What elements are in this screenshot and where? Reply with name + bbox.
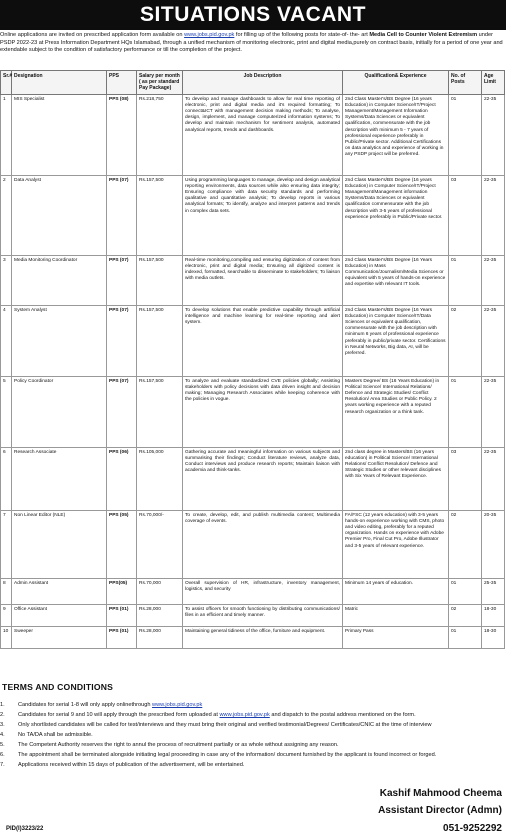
row-sr: 10 bbox=[1, 626, 12, 648]
row-job-description: To create, develop, edit, and publish multimedia content; Multimedia coverage of events. bbox=[183, 510, 343, 578]
table-row bbox=[1, 447, 505, 510]
row-job-description: To develop and manage dashboards to allow for real time reporting of electronic, print and digital media and it's required formatting; To connect&ICT with management decision making methods; To analyse, design, implement, and manage computerized information systems; To develop and maintain mechanism for sentiment analysis, automated analytical reports, trends and dashboards. bbox=[183, 94, 343, 175]
terms-item-number: 6. bbox=[0, 752, 5, 758]
intro-paragraph bbox=[0, 31, 506, 61]
vacancies-table bbox=[0, 70, 505, 649]
row-age: 22-35 bbox=[482, 94, 505, 175]
row-designation: Admin Assistant bbox=[12, 578, 107, 604]
row-job-description: Using programming languages to manage, develop and design analytical reporting environments, data sources while also ensuring data integrity; Ensuring compliance with data security standards and performing qualitative and quantitative analysis; To develop reports in various analytical formats; To identify, analyze and interpret patterns and trends in complex data sets. bbox=[183, 175, 343, 255]
row-qualification: 2nd Class Master's/BS Degree (16 years Education) in Computer Science/IT/Project Management/Management Information Systems/Data Sciences or equivalent qualification, commensurate with the job description with minimum 5 - 7 years of professional experience preferably in Public/Private sector. Additional Certifications on data analytics and experience of working in any PSDP project will be preferred. bbox=[343, 94, 449, 175]
header-sr: Sr.# bbox=[1, 71, 12, 95]
terms-item bbox=[0, 740, 504, 750]
row-sr: 4 bbox=[1, 305, 12, 376]
row-designation: Office Assistant bbox=[12, 604, 107, 626]
terms-item-number: 5. bbox=[0, 742, 5, 748]
table-row bbox=[1, 510, 505, 578]
row-designation: Non Linear Editor (NLE) bbox=[12, 510, 107, 578]
row-job-description: Overall supervision of HR, infrastructure, inventory management, logistics, and security bbox=[183, 578, 343, 604]
row-job-description: To assist officers for smooth functioning by distributing communications/ files in an efficient and timely manner. bbox=[183, 604, 343, 626]
row-qualification: 2nd Class Master's/BS Degree (16 Years Education) in Mass Communication/Journalism/Media Sciences or equivalent with 5 years of hands-on experience and expertise with relevant IT tools. bbox=[343, 255, 449, 305]
row-sr: 1 bbox=[1, 94, 12, 175]
table-row bbox=[1, 604, 505, 626]
row-pps: PPS (01) bbox=[107, 604, 137, 626]
row-age: 22-35 bbox=[482, 175, 505, 255]
terms-item-link[interactable]: www.jobs.pid.gov.pk bbox=[219, 712, 270, 718]
row-sr: 3 bbox=[1, 255, 12, 305]
row-designation: MIS Specialist bbox=[12, 94, 107, 175]
row-qualification: Matric bbox=[343, 604, 449, 626]
intro-bold: Media Cell to Counter Violent Extremism bbox=[369, 32, 478, 38]
table-row bbox=[1, 305, 505, 376]
terms-item-link[interactable]: www.jobs.pid.gov.pk bbox=[152, 702, 203, 708]
row-job-description: To develop solutions that enable predictive capability through artificial intelligence and machine learning for real-time reporting and alert system. bbox=[183, 305, 343, 376]
terms-item-text: Applications received within 15 days of publication of the advertisement, will be entertained. bbox=[18, 762, 245, 768]
row-age: 25-35 bbox=[482, 578, 505, 604]
table-row bbox=[1, 578, 505, 604]
pid-number: PID(I)3223/22 bbox=[6, 826, 44, 832]
row-sr: 7 bbox=[1, 510, 12, 578]
terms-item-text: The appointment shall be terminated alongside initiating legal proceeding in case any of the information/ document furnished by the applicant is found incorrect or forged. bbox=[18, 752, 437, 758]
terms-item-text: Only shortlisted candidates will be called for test/interviews and they must bring their original and verified testimonial/Degrees/ Certificates/CNIC at the time of interview bbox=[18, 722, 432, 728]
row-qualification: Primary Pass bbox=[343, 626, 449, 648]
table-row bbox=[1, 94, 505, 175]
row-qualification: Masters Degree/ BS (16 Years Education) in Political Science/ International Relations/ Defence and Strategic Studies/ Conflict Resolution/ Area Studies or Public Policy. 2 years working experience with a reputed research organization or a think tank. bbox=[343, 376, 449, 447]
header-pps: PPS bbox=[107, 71, 137, 95]
row-age: 18-30 bbox=[482, 626, 505, 648]
terms-item-number: 4. bbox=[0, 732, 5, 738]
row-pps: PPS (01) bbox=[107, 626, 137, 648]
header-posts: No. of Posts bbox=[449, 71, 482, 95]
signatory-phone: 051-9252292 bbox=[443, 823, 502, 834]
header-age: Age Limit bbox=[482, 71, 505, 95]
row-designation: Media Monitoring Coordinator bbox=[12, 255, 107, 305]
row-age: 22-35 bbox=[482, 305, 505, 376]
row-posts: 02 bbox=[449, 305, 482, 376]
row-posts: 01 bbox=[449, 376, 482, 447]
terms-item bbox=[0, 750, 504, 760]
row-age: 20-35 bbox=[482, 510, 505, 578]
row-sr: 6 bbox=[1, 447, 12, 510]
row-salary: Rs.218,750 bbox=[137, 94, 183, 175]
header-designation: Designation bbox=[12, 71, 107, 95]
header-job-description: Job Description bbox=[183, 71, 343, 95]
signatory-name: Kashif Mahmood Cheema bbox=[379, 788, 502, 799]
terms-item-number: 1. bbox=[0, 702, 5, 708]
terms-item-number: 2. bbox=[0, 712, 5, 718]
terms-list bbox=[0, 700, 504, 770]
row-pps: PPS (07) bbox=[107, 305, 137, 376]
row-pps: PPS (07) bbox=[107, 376, 137, 447]
row-designation: Policy Coordinator bbox=[12, 376, 107, 447]
row-pps: PPS (05) bbox=[107, 510, 137, 578]
row-pps: PPS (07) bbox=[107, 175, 137, 255]
signatory-title: Assistant Director (Admn) bbox=[378, 805, 502, 816]
table-header-row bbox=[1, 71, 505, 95]
row-pps: PPS (08) bbox=[107, 94, 137, 175]
row-posts: 03 bbox=[449, 447, 482, 510]
row-posts: 01 bbox=[449, 578, 482, 604]
terms-item-number: 7. bbox=[0, 762, 5, 768]
row-designation: Data Analyst bbox=[12, 175, 107, 255]
table-row bbox=[1, 175, 505, 255]
row-sr: 5 bbox=[1, 376, 12, 447]
row-salary: Rs.70,000 bbox=[137, 578, 183, 604]
terms-item bbox=[0, 700, 504, 710]
row-posts: 03 bbox=[449, 175, 482, 255]
row-posts: 02 bbox=[449, 604, 482, 626]
header-salary: Salary per month ( as per standard Pay Package) bbox=[137, 71, 183, 95]
terms-item-number: 3. bbox=[0, 722, 5, 728]
row-age: 22-35 bbox=[482, 447, 505, 510]
terms-item-text: The Competent Authority reserves the right to annul the process of recruitment partially or as whole without assigning any reason. bbox=[18, 742, 339, 748]
terms-item-text: No TA/DA shall be admissible. bbox=[18, 732, 93, 738]
terms-heading: TERMS AND CONDITIONS bbox=[2, 682, 114, 692]
row-pps: PPS (07) bbox=[107, 255, 137, 305]
row-qualification: Minimum 14 years of education. bbox=[343, 578, 449, 604]
header-qualification: Qualification& Experience bbox=[343, 71, 449, 95]
terms-item bbox=[0, 720, 504, 730]
row-designation: System Analyst bbox=[12, 305, 107, 376]
terms-item bbox=[0, 710, 504, 720]
row-posts: 01 bbox=[449, 255, 482, 305]
row-age: 22-35 bbox=[482, 255, 505, 305]
page-title: SITUATIONS VACANT bbox=[0, 0, 506, 30]
row-posts: 01 bbox=[449, 94, 482, 175]
row-job-description: Gathering accurate and meaningful information on various subjects and summarising their findings; Conduct literature reviews, analyze data, Conduct interviews and produce research reports; Maintain liaison with academia and think-tanks. bbox=[183, 447, 343, 510]
row-designation: Sweeper bbox=[12, 626, 107, 648]
row-age: 22-35 bbox=[482, 376, 505, 447]
terms-item-text: Candidates for serial 1-8 will only apply onlinethrough bbox=[18, 702, 151, 708]
row-job-description: Maintaining general tidiness of the office, furniture and equipment. bbox=[183, 626, 343, 648]
terms-item bbox=[0, 760, 504, 770]
row-posts: 01 bbox=[449, 626, 482, 648]
row-qualification: 2nd Class Master's/BS Degree (16 years Education) in Computer Science/IT/Project Management/Management information Systems/Data Sciences or equivalent qualification commensurate with the job description with 3-5 years of professional experience preferably in Public/Private sector. bbox=[343, 175, 449, 255]
row-pps: PPS (06) bbox=[107, 447, 137, 510]
row-qualification: FA/FSC (12 years education) with 3-5 years hands-on experience working with CMS, photo and video editing, preferably for a reputed organization. Hands on experience with Adobe Premier Pro, Final Cut Pro, Adobe Illustrator and 3-5 years of relevant experience. bbox=[343, 510, 449, 578]
row-age: 18-30 bbox=[482, 604, 505, 626]
row-designation: Research Associate bbox=[12, 447, 107, 510]
row-pps: PPS(05) bbox=[107, 578, 137, 604]
row-salary: Rs.105,000 bbox=[137, 447, 183, 510]
terms-item-text: Candidates for serial 9 and 10 will apply through the prescribed form uploaded at bbox=[18, 712, 218, 718]
row-salary: Rs.28,000 bbox=[137, 626, 183, 648]
row-posts: 02 bbox=[449, 510, 482, 578]
row-salary: Rs.157,500 bbox=[137, 376, 183, 447]
intro-link[interactable]: www.jobs.pid.gov.pk bbox=[184, 32, 235, 38]
intro-text-after: under PSDP 2022-23 at Press Information Department HQs Islamabad, through a unified mechanism of monitoring electronic, print and digital media,purely on contract basis, initially for a period of one year and extendable subject to the condition of satisfactory performance or till the completion of the project. bbox=[0, 32, 503, 54]
table-row bbox=[1, 376, 505, 447]
row-qualification: 2nd Class Master's/BS Degree (16 Years Education) in Computer Science/IT/Data Sciences or equivalent qualification, commensurate with the job description with minimum 6 years of professional experience preferably in public/private sector. Certifications in Neural Networks, Big data, AI, will be preferred. bbox=[343, 305, 449, 376]
row-salary: Rs.157,500 bbox=[137, 305, 183, 376]
row-sr: 2 bbox=[1, 175, 12, 255]
row-salary: Rs.157,500 bbox=[137, 175, 183, 255]
row-salary: Rs.157,500 bbox=[137, 255, 183, 305]
terms-item-text-after: and dispatch to the postal address mentioned on the form. bbox=[271, 712, 416, 718]
row-sr: 8 bbox=[1, 578, 12, 604]
terms-item bbox=[0, 730, 504, 740]
row-qualification: 2nd class degree in Masters/BS (16 years education) in Political Science/ International Relations/ Conflict Resolution/ Defence and Strategic Studies or other relevant disciplines with Six Years of Relevant Experience. bbox=[343, 447, 449, 510]
row-salary: Rs.70,000/- bbox=[137, 510, 183, 578]
intro-text-before: Online applications are invited on prescribed application form available on bbox=[0, 32, 183, 38]
row-salary: Rs.28,000 bbox=[137, 604, 183, 626]
table-row bbox=[1, 255, 505, 305]
row-job-description: Real-time monitoring,compiling and ensuring digitization of content from electronic, print and digital media; Ensuring all digitized content is indexed, formatted, searchable to disseminate to stakeholders; To liaison with media outlets. bbox=[183, 255, 343, 305]
table-row bbox=[1, 626, 505, 648]
intro-text-mid: for filling up of the following posts for state-of- the- art bbox=[235, 32, 368, 38]
row-sr: 9 bbox=[1, 604, 12, 626]
row-job-description: To analyze and evaluate standardized CVE policies globally; Assisting stakeholders with policy decisions with data driven insight and decision making; Managing Research Associates while keeping coherence with the policies in vogue. bbox=[183, 376, 343, 447]
